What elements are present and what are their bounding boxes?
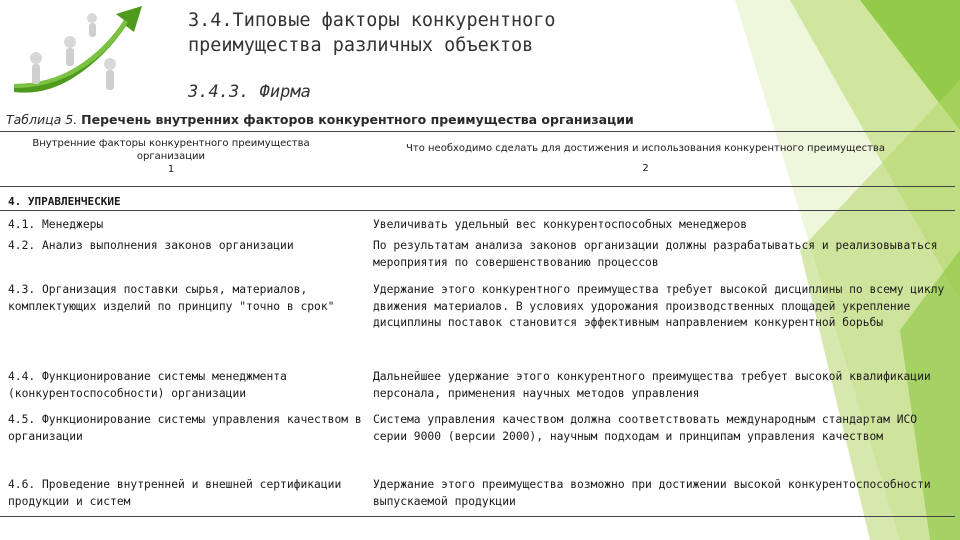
table-row-action: Дальнейшее удержание этого конкурентного преимущества требует высокой квалификации персонала, применения научных методов управления — [373, 370, 931, 400]
table-row-action: Система управления качеством должна соответствовать международным стандартам ИСО серии 9000 (версии 2000), научным подходам и принципам управления качеством — [373, 413, 918, 443]
table-row-action: По результатам анализа законов организации должны разрабатываться и реализовываться мероприятия по совершенствованию процессов — [373, 239, 938, 269]
table-row-factor: 4.6. Проведение внутренней и внешней сертификации продукции и систем — [8, 478, 342, 508]
table-row-action: Увеличивать удельный вес конкурентоспособных менеджеров — [373, 218, 748, 231]
section-heading: 4. УПРАВЛЕНЧЕСКИЕ — [8, 195, 121, 208]
header-bottom-rule — [0, 186, 955, 187]
growth-arrow-illustration — [6, 4, 158, 106]
table-row-factor: 4.3. Организация поставки сырья, материалов, комплектующих изделий по принципу "точно в срок" — [8, 283, 335, 313]
table-row-factor: 4.5. Функционирование системы управления качеством в организации — [8, 413, 362, 443]
column-header-factors — [6, 137, 336, 176]
table-bottom-rule — [0, 516, 955, 517]
table-caption-text: Перечень внутренних факторов конкурентного преимущества организации — [81, 112, 634, 127]
table-top-rule — [0, 131, 955, 132]
slide-subtitle: 3.4.3. Фирма — [188, 82, 311, 102]
table-row-factor: 4.1. Менеджеры — [8, 218, 104, 231]
column-header-factors-label: Внутренние факторы конкурентного преимущества организации — [32, 138, 310, 162]
table-caption-label: Таблица 5. — [6, 112, 78, 127]
table-row-action: Удержание этого конкурентного преимущества требует высокой дисциплины по всему циклу движения материалов. В условиях удорожания производственных площадей укрепление дисциплины поставок становится эффективным направлением конкурентной борьбы — [373, 283, 945, 329]
table-row-factor: 4.4. Функционирование системы менеджмента (конкурентоспособности) организации — [8, 370, 287, 400]
table-row-action: Удержание этого преимущества возможно при достижении высокой конкурентоспособности выпускаемой продукции — [373, 478, 931, 508]
table-row-factor: 4.2. Анализ выполнения законов организации — [8, 239, 294, 252]
column-header-actions-number: 2 — [642, 163, 649, 174]
column-header-factors-number: 1 — [167, 164, 175, 175]
table-caption — [6, 112, 634, 127]
slide-title: 3.4.Типовые факторы конкурентного преимущества различных объектов — [188, 10, 556, 56]
column-header-actions: Что необходимо сделать для достижения и использования конкурентного преимущества — [406, 143, 885, 154]
section-bottom-rule — [0, 210, 955, 211]
